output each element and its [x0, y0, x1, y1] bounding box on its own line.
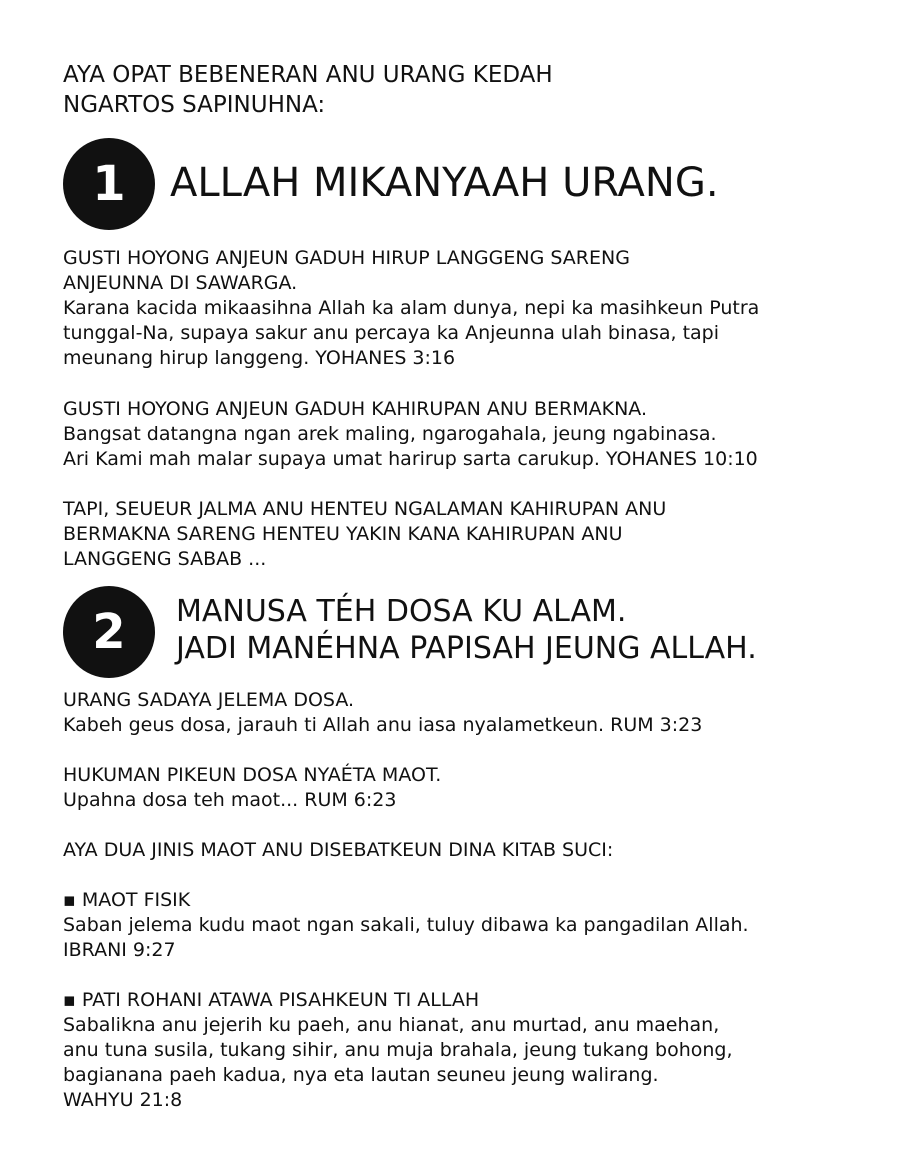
text-line: BERMAKNA SARENG HENTEU YAKIN KANA KAHIRUPAN ANU — [63, 523, 623, 545]
text-line: meunang hirup langgeng. YOHANES 3:16 — [63, 347, 456, 369]
intro-heading — [63, 60, 863, 120]
section-1-title: ALLAH MIKANYAAH URANG. — [170, 160, 719, 206]
text-block-5 — [63, 763, 863, 813]
text-block-2 — [63, 397, 863, 472]
text-line: LANGGENG SABAB ... — [63, 548, 267, 570]
text-block-8 — [63, 988, 863, 1113]
text-line: ▪ MAOT FISIK — [63, 889, 191, 911]
text-line: anu tuna susila, tukang sihir, anu muja brahala, jeung tukang bohong, — [63, 1039, 733, 1061]
section-2-title — [176, 593, 757, 667]
section-2-title-line: JADI MANÉHNA PAPISAH JEUNG ALLAH. — [176, 631, 757, 666]
text-line: TAPI, SEUEUR JALMA ANU HENTEU NGALAMAN KAHIRUPAN ANU — [63, 498, 667, 520]
text-line: Karana kacida mikaasihna Allah ka alam dunya, nepi ka masihkeun Putra — [63, 297, 760, 319]
text-block-1 — [63, 246, 863, 371]
intro-line: AYA OPAT BEBENERAN ANU URANG KEDAH — [63, 62, 553, 88]
text-line: Kabeh geus dosa, jarauh ti Allah anu iasa nyalametkeun. RUM 3:23 — [63, 714, 703, 736]
text-block-6 — [63, 838, 863, 863]
text-line: Ari Kami mah malar supaya umat harirup sarta carukup. YOHANES 10:10 — [63, 448, 758, 470]
text-line: URANG SADAYA JELEMA DOSA. — [63, 689, 355, 711]
text-line: Bangsat datangna ngan arek maling, ngarogahala, jeung ngabinasa. — [63, 423, 717, 445]
text-block-4 — [63, 688, 863, 738]
number-badge-2 — [63, 586, 155, 678]
text-line: Saban jelema kudu maot ngan sakali, tuluy dibawa ka pangadilan Allah. — [63, 914, 749, 936]
text-line: GUSTI HOYONG ANJEUN GADUH HIRUP LANGGENG SARENG — [63, 247, 630, 269]
number-badge-label: 1 — [92, 156, 126, 212]
intro-line: NGARTOS SAPINUHNA: — [63, 92, 326, 118]
text-line: tunggal-Na, supaya sakur anu percaya ka Anjeunna ulah binasa, tapi — [63, 322, 720, 344]
text-line: ANJEUNNA DI SAWARGA. — [63, 272, 298, 294]
text-line: Upahna dosa teh maot... RUM 6:23 — [63, 789, 397, 811]
section-2-title-line: MANUSA TÉH DOSA KU ALAM. — [176, 594, 627, 629]
text-line: Sabalikna anu jejerih ku paeh, anu hianat, anu murtad, anu maehan, — [63, 1014, 720, 1036]
text-line: GUSTI HOYONG ANJEUN GADUH KAHIRUPAN ANU BERMAKNA. — [63, 398, 647, 420]
number-badge-1 — [63, 138, 155, 230]
number-badge-label: 2 — [92, 604, 126, 660]
text-line: WAHYU 21:8 — [63, 1089, 183, 1111]
text-line: ▪ PATI ROHANI ATAWA PISAHKEUN TI ALLAH — [63, 989, 480, 1011]
text-block-7 — [63, 888, 863, 963]
text-line: HUKUMAN PIKEUN DOSA NYAÉTA MAOT. — [63, 764, 442, 786]
text-line: AYA DUA JINIS MAOT ANU DISEBATKEUN DINA KITAB SUCI: — [63, 839, 614, 861]
text-line: IBRANI 9:27 — [63, 939, 176, 961]
text-block-3 — [63, 497, 863, 572]
text-line: bagianana paeh kadua, nya eta lautan seuneu jeung walirang. — [63, 1064, 659, 1086]
